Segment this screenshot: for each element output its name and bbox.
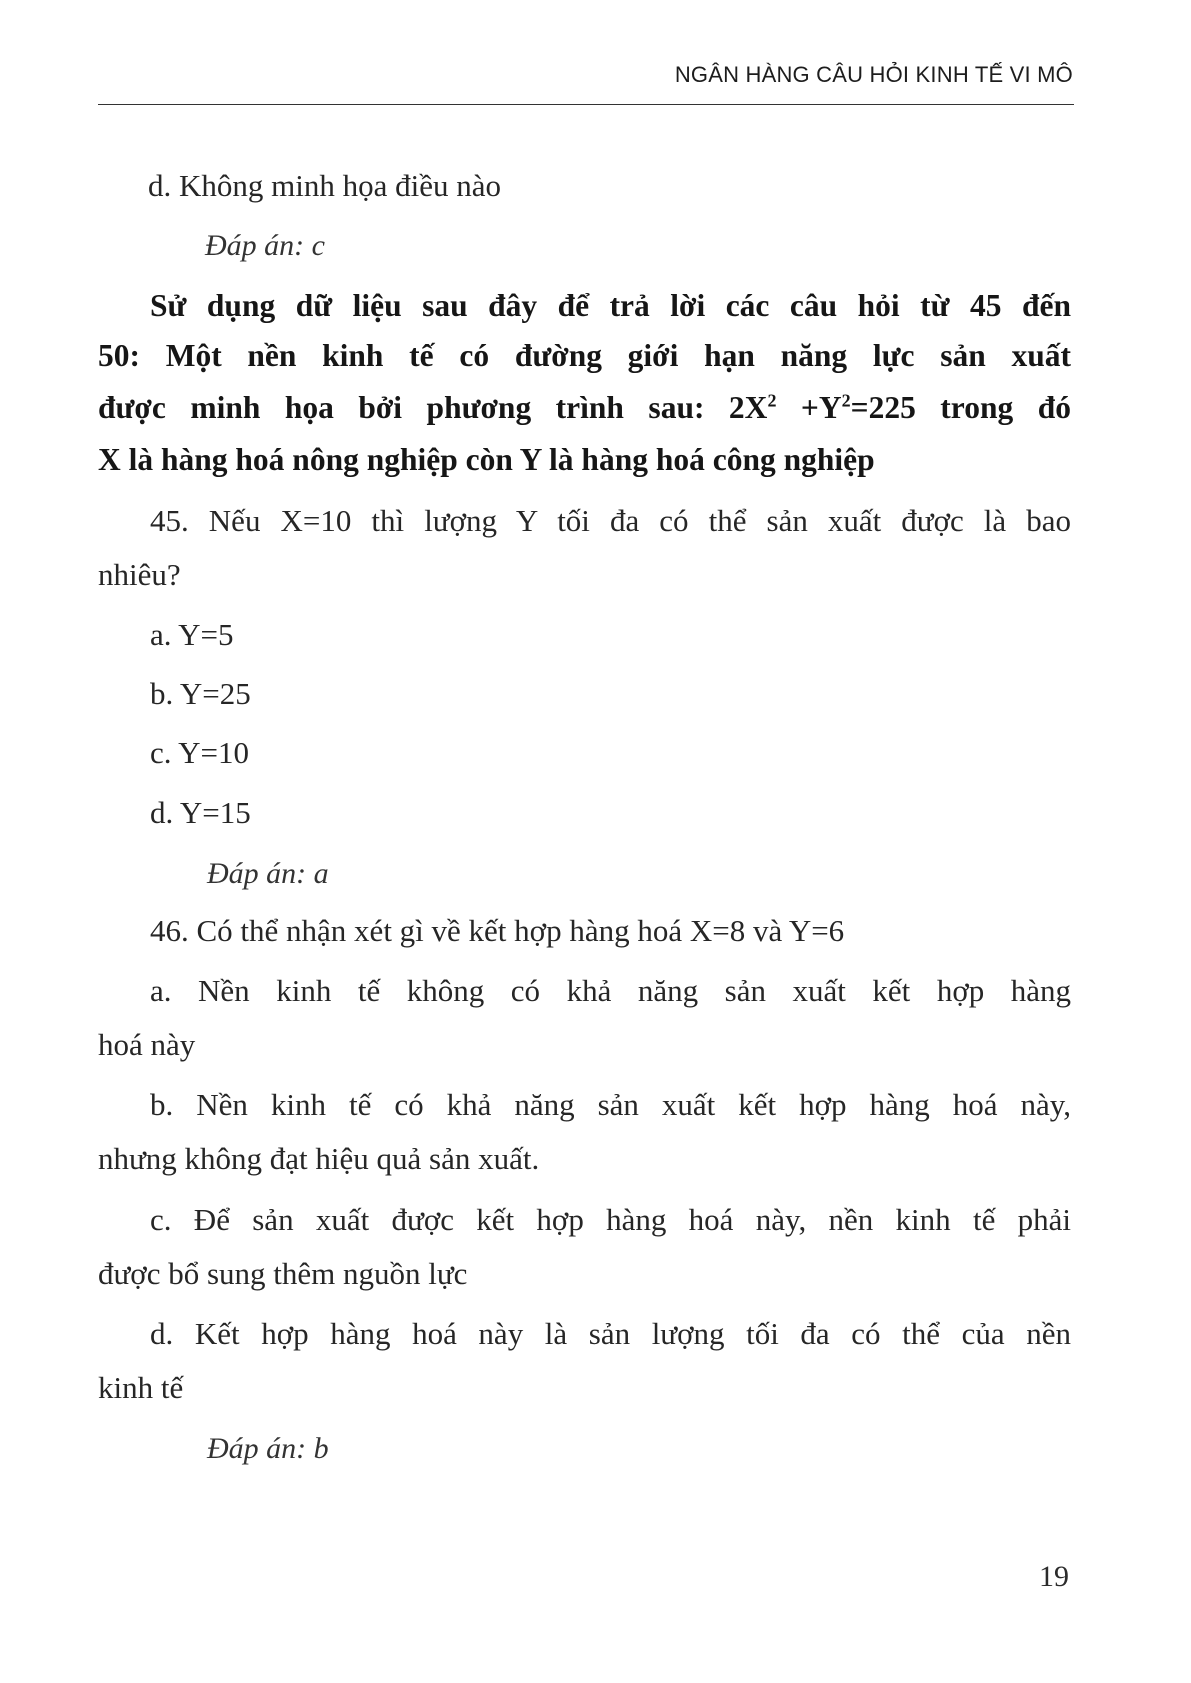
q45-option-c: c. Y=10 (150, 735, 249, 770)
page-number: 19 (1039, 1560, 1069, 1593)
header-rule (98, 104, 1074, 105)
q46-option-b-line-1: b. Nền kinh tế có khả năng sản xuất kết hợp hàng hoá này, (150, 1087, 1071, 1122)
running-header: NGÂN HÀNG CÂU HỎI KINH TẾ VI MÔ (674, 62, 1073, 87)
q46-option-b-line-2: nhưng không đạt hiệu quả sản xuất. (98, 1141, 540, 1176)
q46-option-a-line-1: a. Nền kinh tế không có khả năng sản xuất kết hợp hàng (150, 973, 1071, 1008)
q46-option-c-line-1: c. Để sản xuất được kết hợp hàng hoá này, nền kinh tế phải (150, 1202, 1071, 1237)
q46-option-c-line-2: được bổ sung thêm nguồn lực (98, 1256, 468, 1291)
q46-option-d-line-2: kinh tế (98, 1370, 184, 1405)
exponent-x: 2 (767, 390, 777, 411)
q46-option-a-line-2: hoá này (98, 1027, 196, 1062)
q45-answer: Đáp án: a (207, 857, 329, 890)
q45-option-a: a. Y=5 (150, 617, 234, 652)
q45-line-1: 45. Nếu X=10 thì lượng Y tối đa có thể sản xuất được là bao (150, 503, 1071, 538)
data-block-line-4: X là hàng hoá nông nghiệp còn Y là hàng hoá công nghiệp (98, 442, 875, 477)
data-block-line-3 (98, 390, 1071, 426)
data-block-line-1: Sử dụng dữ liệu sau đây để trả lời các câu hỏi từ 45 đến (150, 288, 1071, 323)
data-block-line-3-mid: +Y (776, 390, 842, 425)
q45-option-b: b. Y=25 (150, 676, 251, 711)
prev-option-d: d. Không minh họa điều nào (148, 168, 502, 203)
q46-question: 46. Có thể nhận xét gì về kết hợp hàng hoá X=8 và Y=6 (150, 913, 845, 948)
data-block-line-3-post: =225 trong đó (850, 390, 1071, 425)
q46-option-d-line-1: d. Kết hợp hàng hoá này là sản lượng tối đa có thể của nền (150, 1316, 1071, 1351)
q45-option-d: d. Y=15 (150, 795, 251, 830)
prev-answer: Đáp án: c (205, 229, 325, 262)
q46-answer: Đáp án: b (207, 1432, 329, 1465)
data-block-line-3-pre: được minh họa bởi phương trình sau: 2X (98, 390, 768, 425)
exponent-y: 2 (841, 390, 851, 411)
data-block-line-2: 50: Một nền kinh tế có đường giới hạn năng lực sản xuất (98, 338, 1071, 373)
q45-line-2: nhiêu? (98, 557, 181, 592)
